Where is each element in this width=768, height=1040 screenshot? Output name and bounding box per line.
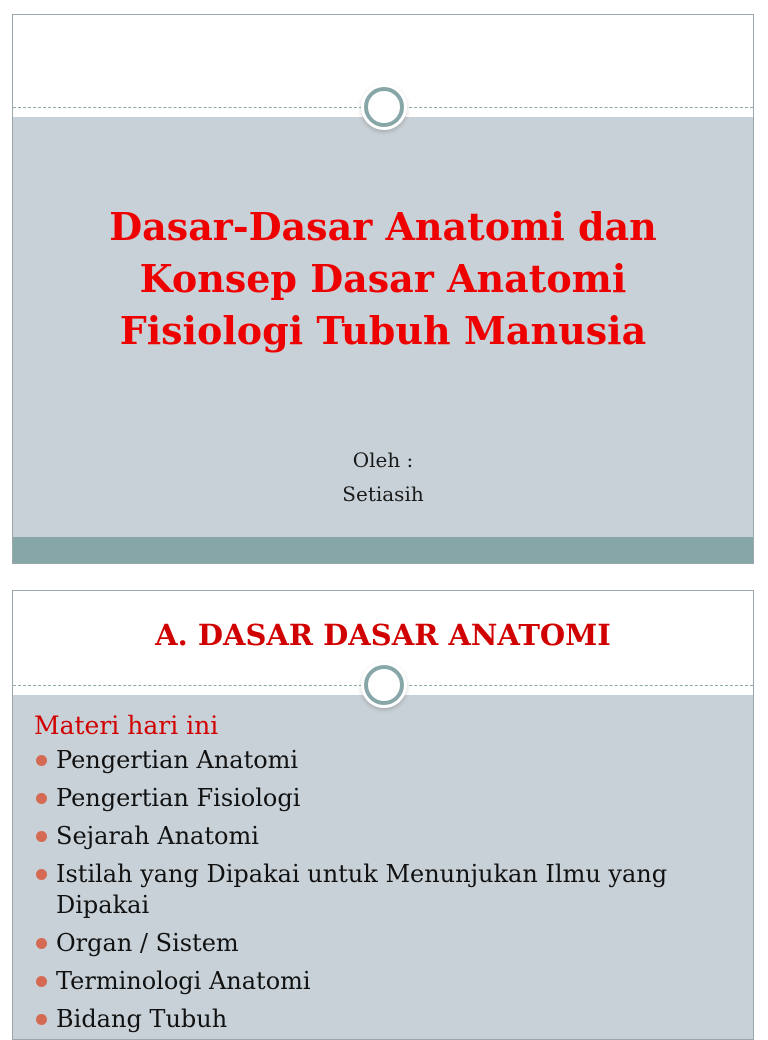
list-item-text: Pengertian Anatomi	[56, 746, 299, 774]
bullet-dot-icon	[36, 869, 47, 880]
list-item-text: Bidang Tubuh	[56, 1005, 228, 1033]
bullet-dot-icon	[36, 1014, 47, 1025]
list-item	[13, 745, 753, 776]
list-item	[13, 859, 753, 921]
bullet-list	[13, 745, 753, 1040]
title-line: Dasar-Dasar Anatomi dan	[109, 204, 657, 249]
list-item-text: Terminologi Anatomi	[56, 967, 311, 995]
content-slide	[12, 590, 754, 1040]
list-item-text: Pengertian Fisiologi	[56, 784, 301, 812]
section-heading: A. DASAR DASAR ANATOMI	[155, 618, 611, 652]
list-item-text: Sejarah Anatomi	[56, 822, 259, 850]
bullet-dot-icon	[36, 831, 47, 842]
list-item	[13, 1004, 753, 1035]
list-item	[13, 783, 753, 814]
title-line: Konsep Dasar Anatomi	[139, 256, 627, 301]
bullet-dot-icon	[36, 938, 47, 949]
byline-label: Oleh :	[352, 448, 414, 472]
title-line: Fisiologi Tubuh Manusia	[119, 308, 647, 353]
author-byline	[13, 443, 753, 511]
bullet-dot-icon	[36, 976, 47, 987]
author-name: Setiasih	[342, 482, 424, 506]
list-item-text: Istilah yang Dipakai untuk Menunjukan Ilmu yang Dipakai	[56, 860, 668, 919]
list-item-text: Organ / Sistem	[56, 929, 239, 957]
bullet-dot-icon	[36, 755, 47, 766]
presentation-title	[53, 201, 713, 357]
section-subheading: Materi hari ini	[34, 711, 219, 740]
title-slide	[12, 14, 754, 564]
bullet-dot-icon	[36, 793, 47, 804]
ring-ornament-icon	[364, 665, 404, 705]
ring-ornament-icon	[364, 87, 404, 127]
list-item	[13, 821, 753, 852]
footer-bar	[13, 537, 753, 564]
list-item	[13, 928, 753, 959]
list-item	[13, 966, 753, 997]
